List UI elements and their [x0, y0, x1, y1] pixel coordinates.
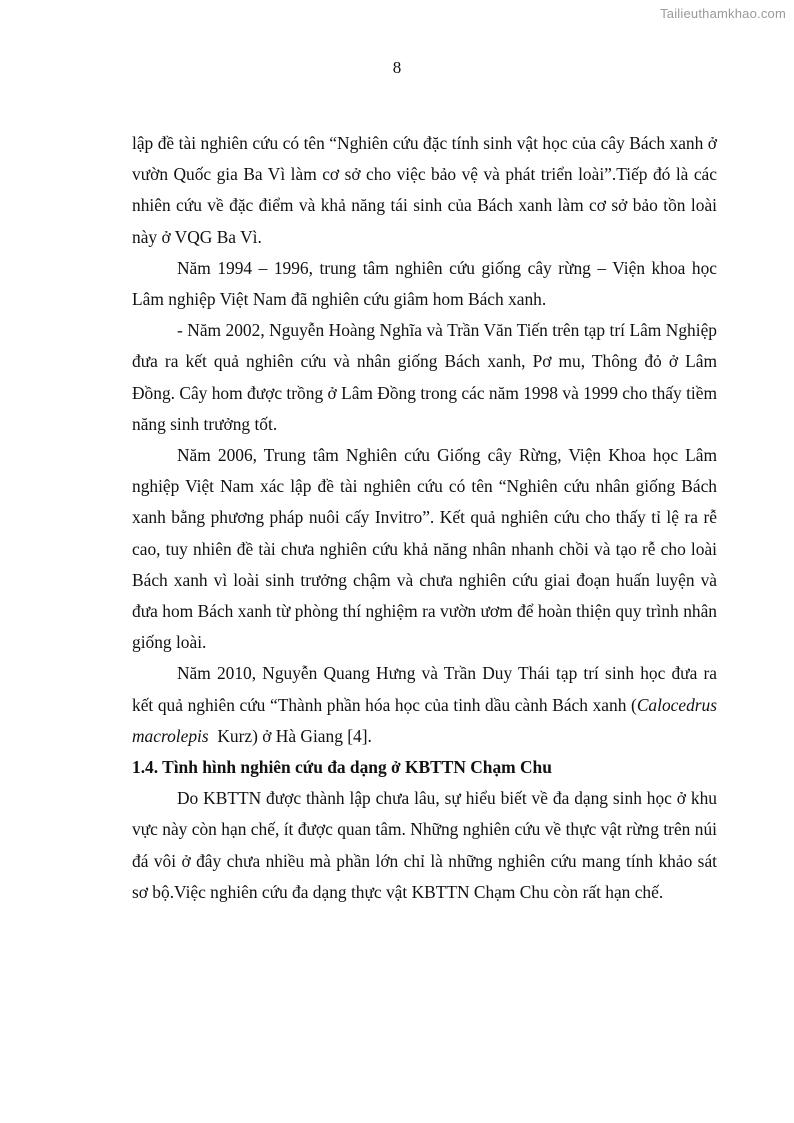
- paragraph-2010: [132, 658, 717, 752]
- paragraph-2006: Năm 2006, Trung tâm Nghiên cứu Giống cây Rừng, Viện Khoa học Lâm nghiệp Việt Nam xác lập đề tài nghiên cứu có tên “Nghiên cứu nhân giống Bách xanh bằng phương pháp nuôi cấy Invitro”. Kết quả nghiên cứu cho thấy tỉ lệ ra rễ cao, tuy nhiên đề tài chưa nghiên cứu khả năng nhân nhanh chồi và tạo rễ cho loài Bách xanh vì loài sinh trưởng chậm và chưa nghiên cứu giai đoạn huấn luyện và đưa hom Bách xanh từ phòng thí nghiệm ra vườn ươm để hoàn thiện quy trình nhân giống loài.: [132, 445, 717, 653]
- species-name: Calocedrus macrolepis: [132, 694, 717, 746]
- paragraph-2010-text: Năm 2010, Nguyễn Quang Hưng và Trần Duy Thái tạp trí sinh học đưa ra kết quả nghiên cứu “Thành phần hóa học của tinh dầu cành Bách xanh (: [132, 663, 717, 715]
- section-heading: 1.4. Tình hình nghiên cứu đa dạng ở KBTTN Chạm Chu: [132, 757, 552, 778]
- watermark: Tailieuthamkhao.com: [660, 6, 786, 21]
- page-number: 8: [392, 58, 402, 77]
- paragraph-2010-tail: Kurz) ở Hà Giang [4].: [208, 725, 372, 746]
- section-paragraph: Do KBTTN được thành lập chưa lâu, sự hiểu biết về đa dạng sinh học ở khu vực này còn hạn chế, ít được quan tâm. Những nghiên cứu về thực vật rừng trên núi đá vôi ở đây chưa nhiều mà phần lớn chỉ là những nghiên cứu mang tính khảo sát sơ bộ.Việc nghiên cứu đa dạng thực vật KBTTN Chạm Chu còn rất hạn chế.: [132, 788, 717, 902]
- paragraph-1994: Năm 1994 – 1996, trung tâm nghiên cứu giống cây rừng – Viện khoa học Lâm nghiệp Việt Nam đã nghiên cứu giâm hom Bách xanh.: [132, 257, 717, 310]
- paragraph-2002: - Năm 2002, Nguyễn Hoàng Nghĩa và Trần Văn Tiến trên tạp trí Lâm Nghiệp đưa ra kết quả nghiên cứu và nhân giống Bách xanh, Pơ mu, Thông đỏ ở Lâm Đồng. Cây hom được trồng ở Lâm Đồng trong các năm 1998 và 1999 cho thấy tiềm năng sinh trưởng tốt.: [132, 320, 717, 434]
- document-body: [132, 128, 717, 908]
- paragraph-continuation: lập đề tài nghiên cứu có tên “Nghiên cứu đặc tính sinh vật học của cây Bách xanh ở vườn Quốc gia Ba Vì làm cơ sở cho việc bảo vệ và phát triển loài”.Tiếp đó là các nhiên cứu về đặc điểm và khả năng tái sinh của Bách xanh làm cơ sở bảo tồn loài này ở VQG Ba Vì.: [132, 133, 717, 247]
